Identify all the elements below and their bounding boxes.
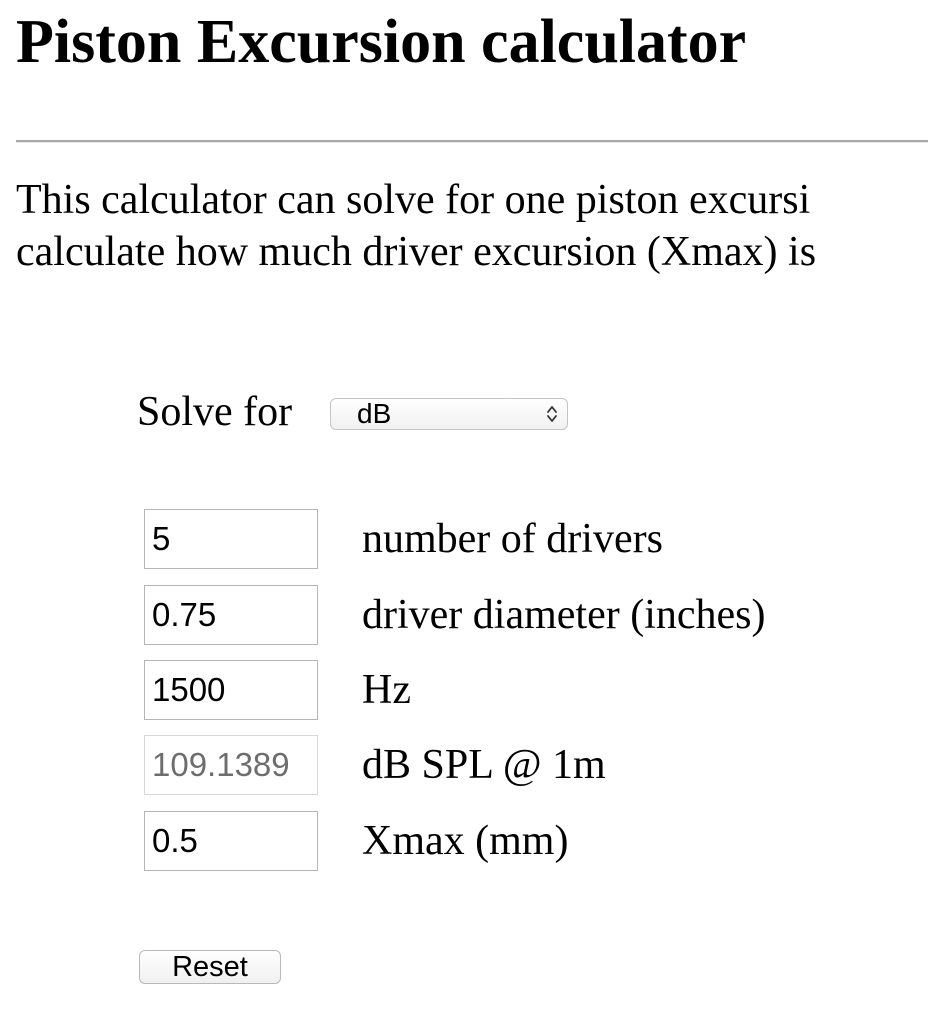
horizontal-rule: [16, 140, 928, 143]
page-title: Piston Excursion calculator: [16, 8, 747, 76]
number-of-drivers-label: number of drivers: [362, 516, 663, 562]
driver-diameter-input[interactable]: [144, 585, 318, 645]
intro-line-2: calculate how much driver excursion (Xmax) is: [16, 229, 817, 275]
spl-label: dB SPL @ 1m: [362, 742, 606, 788]
solve-for-label: Solve for: [137, 389, 293, 435]
spl-output-field[interactable]: [144, 735, 318, 795]
xmax-label: Xmax (mm): [362, 818, 569, 864]
intro-line-1: This calculator can solve for one piston excursi: [16, 177, 811, 223]
solve-for-selected-value: dB: [357, 398, 392, 429]
up-down-chevron-icon: [545, 402, 559, 426]
driver-diameter-label: driver diameter (inches): [362, 592, 766, 638]
solve-for-row: [137, 386, 292, 438]
frequency-label: Hz: [362, 667, 411, 713]
intro-paragraph: [16, 174, 928, 278]
frequency-input[interactable]: [144, 660, 318, 720]
reset-button[interactable]: Reset: [139, 950, 281, 984]
number-of-drivers-input[interactable]: [144, 509, 318, 569]
solve-for-select[interactable]: [330, 398, 568, 430]
xmax-input[interactable]: [144, 811, 318, 871]
